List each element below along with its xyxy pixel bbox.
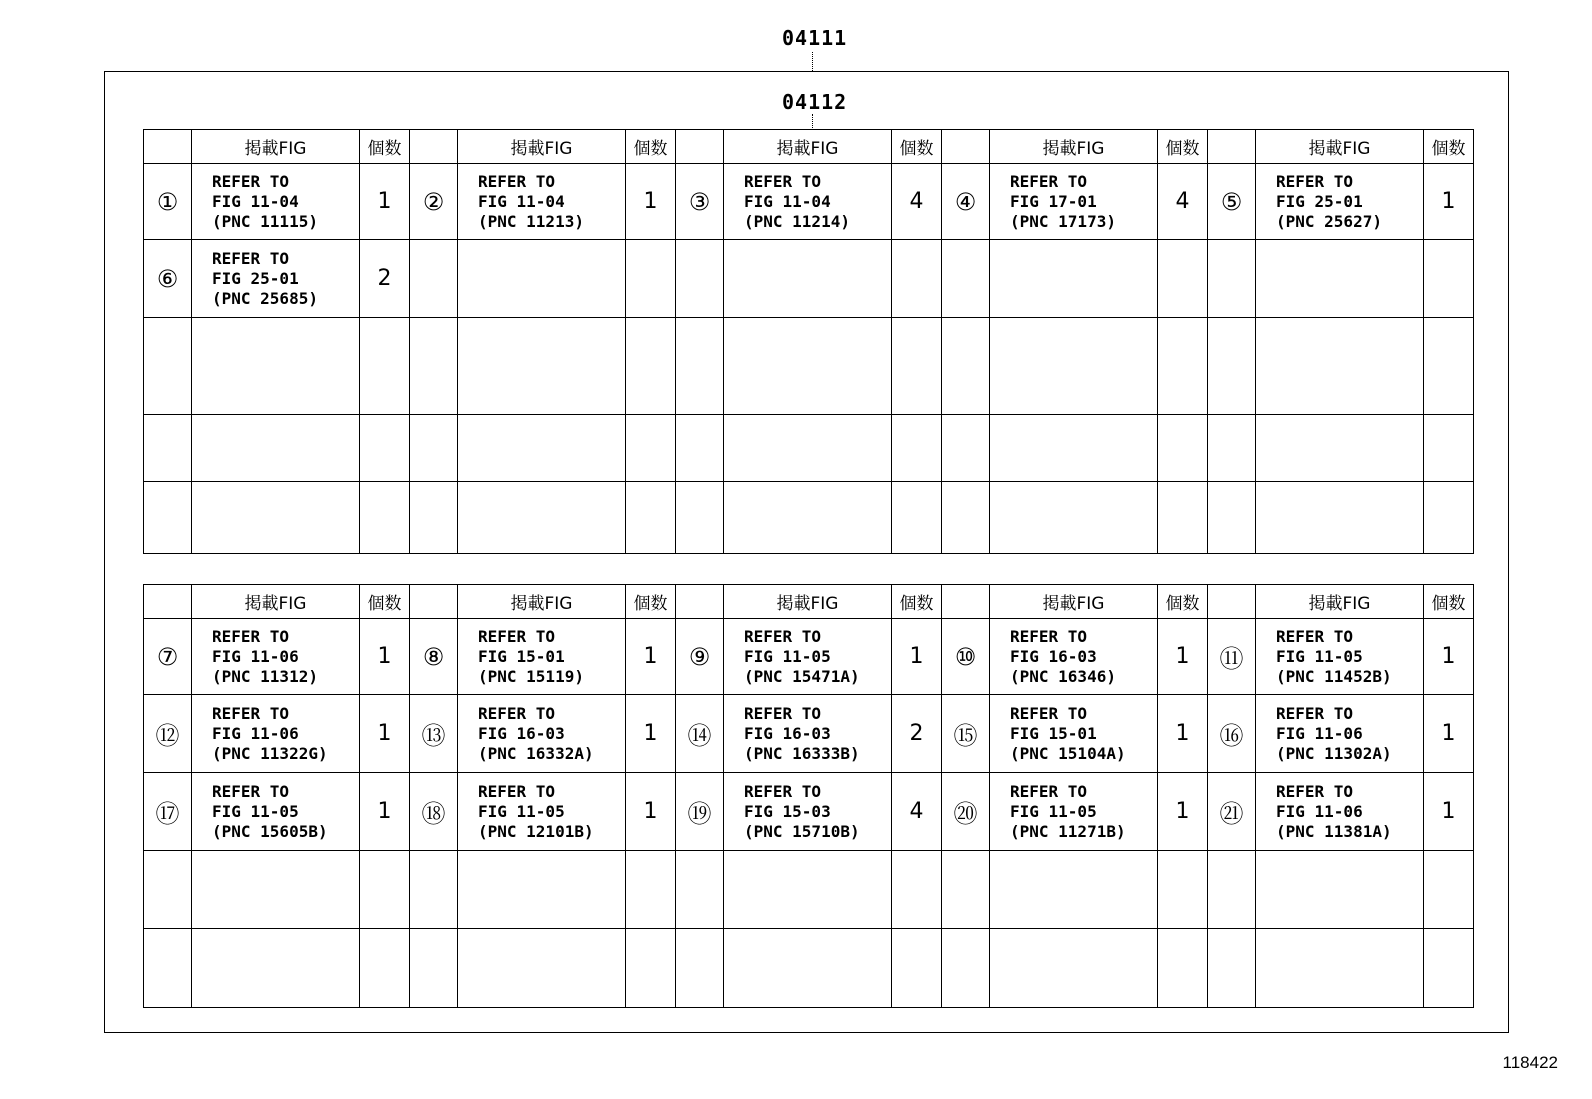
item-quantity [892,415,942,482]
item-quantity [1424,929,1474,1008]
item-quantity: 1 [360,695,410,773]
item-quantity [1158,318,1208,415]
reference-line: FIG 16-03 [1010,646,1097,666]
item-number [942,851,990,929]
item-quantity: 1 [626,619,676,695]
figure-reference [192,773,360,851]
item-quantity: 1 [1158,773,1208,851]
item-number: ⑳ [942,773,990,851]
item-quantity: 1 [626,164,676,240]
table-header-row [144,130,1474,164]
figure-reference [458,240,626,318]
reference-line: (PNC 15710B) [744,821,860,841]
figure-reference [990,929,1158,1008]
table-row [144,619,1474,695]
item-quantity [626,415,676,482]
reference-line: FIG 11-05 [478,801,565,821]
reference-line: (PNC 25685) [212,288,318,308]
figure-reference [724,164,892,240]
figure-reference [192,929,360,1008]
figure-reference [724,619,892,695]
item-number [144,415,192,482]
figure-reference [990,773,1158,851]
header-qty-cell: 個数 [1158,130,1208,164]
item-quantity: 4 [1158,164,1208,240]
reference-line: REFER TO [744,171,822,191]
figure-reference [192,851,360,929]
item-quantity [360,482,410,554]
figure-reference [1256,619,1424,695]
figure-reference [458,482,626,554]
outer-assembly-label: 04111 [782,26,848,50]
table-row [144,695,1474,773]
header-no-cell [410,130,458,164]
item-quantity: 2 [360,240,410,318]
reference-line: REFER TO [478,703,556,723]
reference-line: FIG 11-06 [212,646,299,666]
item-quantity [360,929,410,1008]
header-fig-cell: 掲載FIG [724,130,892,164]
header-no-cell [942,130,990,164]
item-number: ⑨ [676,619,724,695]
reference-line: REFER TO [744,703,822,723]
reference-line: FIG 11-05 [1276,646,1363,666]
item-quantity: 1 [1424,619,1474,695]
reference-line: REFER TO [478,781,556,801]
figure-reference [192,482,360,554]
header-qty-cell: 個数 [626,130,676,164]
item-number: ⑥ [144,240,192,318]
item-number [1208,929,1256,1008]
header-no-cell [144,130,192,164]
reference-line: REFER TO [744,626,822,646]
figure-reference [724,415,892,482]
item-quantity [1424,318,1474,415]
figure-reference [990,695,1158,773]
item-number: ⑩ [942,619,990,695]
item-number: ① [144,164,192,240]
item-number [676,482,724,554]
item-number: ⑮ [942,695,990,773]
table-row [144,851,1474,929]
figure-reference [1256,929,1424,1008]
item-number [410,415,458,482]
item-quantity [626,929,676,1008]
reference-line: REFER TO [1010,781,1088,801]
figure-reference [724,695,892,773]
header-fig-cell: 掲載FIG [1256,130,1424,164]
figure-reference [1256,482,1424,554]
table-row [144,415,1474,482]
item-quantity [892,240,942,318]
reference-line: REFER TO [212,781,290,801]
item-number [410,240,458,318]
figure-reference [192,415,360,482]
item-quantity: 1 [1424,695,1474,773]
item-quantity [1158,929,1208,1008]
item-quantity [1424,415,1474,482]
reference-line: FIG 11-04 [478,191,565,211]
header-qty-cell: 個数 [360,585,410,619]
item-number [1208,482,1256,554]
reference-line: (PNC 17173) [1010,211,1116,231]
reference-line: FIG 11-04 [744,191,831,211]
reference-line: REFER TO [1010,626,1088,646]
item-number [942,318,990,415]
reference-line: REFER TO [1276,703,1354,723]
reference-line: REFER TO [1276,626,1354,646]
header-no-cell [676,585,724,619]
figure-reference [724,482,892,554]
figure-reference [192,695,360,773]
figure-reference [1256,164,1424,240]
parts-table-lower [143,584,1474,1008]
item-number: ⑯ [1208,695,1256,773]
item-quantity: 4 [892,773,942,851]
reference-line: FIG 11-04 [212,191,299,211]
reference-line: FIG 11-06 [1276,723,1363,743]
item-quantity [1424,240,1474,318]
reference-line: (PNC 11115) [212,211,318,231]
reference-line: REFER TO [1276,781,1354,801]
figure-reference [458,619,626,695]
header-no-cell [942,585,990,619]
item-quantity: 1 [1424,773,1474,851]
header-no-cell [144,585,192,619]
header-qty-cell: 個数 [892,130,942,164]
reference-line: REFER TO [212,171,290,191]
table-row [144,482,1474,554]
item-number [410,318,458,415]
item-number [144,851,192,929]
item-number [410,851,458,929]
figure-reference [1256,415,1424,482]
item-number: ④ [942,164,990,240]
header-no-cell [676,130,724,164]
item-number: ⑪ [1208,619,1256,695]
table-row [144,773,1474,851]
header-fig-cell: 掲載FIG [458,585,626,619]
item-quantity [1158,415,1208,482]
item-number [676,240,724,318]
reference-line: (PNC 11214) [744,211,850,231]
reference-line: FIG 11-05 [212,801,299,821]
item-quantity: 1 [1424,164,1474,240]
figure-reference [990,482,1158,554]
item-quantity: 1 [1158,695,1208,773]
item-number [676,851,724,929]
parts-table-upper [143,129,1474,554]
item-number [942,415,990,482]
figure-reference [192,619,360,695]
item-number: ⑲ [676,773,724,851]
item-quantity [360,851,410,929]
reference-line: FIG 16-03 [744,723,831,743]
item-quantity [1424,482,1474,554]
figure-reference [458,773,626,851]
item-quantity: 1 [360,619,410,695]
figure-reference [458,164,626,240]
header-qty-cell: 個数 [1424,130,1474,164]
reference-line: (PNC 11302A) [1276,743,1392,763]
header-qty-cell: 個数 [892,585,942,619]
item-quantity [892,851,942,929]
item-quantity [1424,851,1474,929]
reference-line: REFER TO [212,626,290,646]
item-quantity [892,482,942,554]
figure-reference [458,929,626,1008]
reference-line: (PNC 15104A) [1010,743,1126,763]
reference-line: (PNC 11322G) [212,743,328,763]
item-number [410,929,458,1008]
reference-line: REFER TO [212,703,290,723]
reference-line: FIG 11-05 [1010,801,1097,821]
inner-assembly-label: 04112 [782,90,848,114]
item-number: ⑤ [1208,164,1256,240]
item-number: ⑫ [144,695,192,773]
reference-line: (PNC 11452B) [1276,666,1392,686]
reference-line: (PNC 11213) [478,211,584,231]
reference-line: (PNC 12101B) [478,821,594,841]
header-qty-cell: 個数 [626,585,676,619]
figure-reference [990,415,1158,482]
item-number [942,929,990,1008]
item-quantity [626,240,676,318]
item-number [676,929,724,1008]
figure-reference [458,851,626,929]
figure-reference [1256,318,1424,415]
reference-line: (PNC 11381A) [1276,821,1392,841]
item-number: ⑬ [410,695,458,773]
inner-leader-line [812,114,813,130]
table-header-row [144,585,1474,619]
figure-reference [724,240,892,318]
item-quantity [360,318,410,415]
item-quantity: 1 [360,773,410,851]
figure-reference [724,318,892,415]
figure-reference [990,318,1158,415]
header-qty-cell: 個数 [1158,585,1208,619]
reference-line: FIG 17-01 [1010,191,1097,211]
header-qty-cell: 個数 [1424,585,1474,619]
item-number: ⑦ [144,619,192,695]
reference-line: FIG 15-01 [478,646,565,666]
table-row [144,929,1474,1008]
item-number [942,482,990,554]
reference-line: REFER TO [212,248,290,268]
reference-line: FIG 25-01 [212,268,299,288]
item-number [144,482,192,554]
header-no-cell [1208,585,1256,619]
reference-line: (PNC 11312) [212,666,318,686]
table-row [144,240,1474,318]
figure-reference [192,318,360,415]
reference-line: (PNC 11271B) [1010,821,1126,841]
item-number [144,929,192,1008]
reference-line: FIG 15-03 [744,801,831,821]
item-number [1208,240,1256,318]
figure-reference [1256,240,1424,318]
header-no-cell [410,585,458,619]
reference-line: (PNC 16332A) [478,743,594,763]
header-qty-cell: 個数 [360,130,410,164]
reference-line: REFER TO [478,626,556,646]
table-row [144,318,1474,415]
figure-reference [724,773,892,851]
reference-line: REFER TO [744,781,822,801]
header-fig-cell: 掲載FIG [724,585,892,619]
figure-reference [990,240,1158,318]
reference-line: FIG 11-06 [212,723,299,743]
item-quantity [1158,851,1208,929]
item-number [1208,851,1256,929]
figure-reference [458,415,626,482]
reference-line: REFER TO [1276,171,1354,191]
figure-reference [192,164,360,240]
item-number [676,318,724,415]
reference-line: (PNC 25627) [1276,211,1382,231]
item-number: ⑰ [144,773,192,851]
reference-line: FIG 16-03 [478,723,565,743]
item-quantity [626,851,676,929]
reference-line: FIG 15-01 [1010,723,1097,743]
header-fig-cell: 掲載FIG [990,585,1158,619]
item-number: ⑭ [676,695,724,773]
figure-reference [1256,851,1424,929]
item-quantity: 1 [1158,619,1208,695]
item-quantity: 2 [892,695,942,773]
item-quantity [1158,482,1208,554]
item-number [1208,415,1256,482]
reference-line: REFER TO [1010,703,1088,723]
item-quantity [892,929,942,1008]
item-number [410,482,458,554]
item-number [942,240,990,318]
reference-line: (PNC 16333B) [744,743,860,763]
item-number: ⑱ [410,773,458,851]
outer-leader-line [812,52,813,71]
item-number: ㉑ [1208,773,1256,851]
item-quantity [626,318,676,415]
header-fig-cell: 掲載FIG [458,130,626,164]
item-quantity: 4 [892,164,942,240]
item-number: ② [410,164,458,240]
reference-line: (PNC 15119) [478,666,584,686]
item-quantity [626,482,676,554]
figure-reference [458,695,626,773]
header-no-cell [1208,130,1256,164]
reference-line: FIG 11-06 [1276,801,1363,821]
item-number [1208,318,1256,415]
item-number: ③ [676,164,724,240]
figure-reference [990,851,1158,929]
item-quantity: 1 [626,773,676,851]
reference-line: FIG 25-01 [1276,191,1363,211]
reference-line: REFER TO [1010,171,1088,191]
figure-reference [192,240,360,318]
figure-reference [1256,773,1424,851]
figure-reference [990,164,1158,240]
header-fig-cell: 掲載FIG [192,130,360,164]
reference-line: (PNC 15605B) [212,821,328,841]
figure-reference [458,318,626,415]
figure-reference [1256,695,1424,773]
table-row [144,164,1474,240]
drawing-id: 118422 [1502,1053,1558,1072]
item-number [676,415,724,482]
item-number [144,318,192,415]
reference-line: REFER TO [478,171,556,191]
header-fig-cell: 掲載FIG [1256,585,1424,619]
reference-line: FIG 11-05 [744,646,831,666]
item-quantity [892,318,942,415]
header-fig-cell: 掲載FIG [192,585,360,619]
reference-line: (PNC 15471A) [744,666,860,686]
header-fig-cell: 掲載FIG [990,130,1158,164]
item-quantity [1158,240,1208,318]
item-number: ⑧ [410,619,458,695]
item-quantity: 1 [626,695,676,773]
figure-reference [724,851,892,929]
figure-reference [724,929,892,1008]
item-quantity: 1 [892,619,942,695]
figure-reference [990,619,1158,695]
item-quantity [360,415,410,482]
item-quantity: 1 [360,164,410,240]
reference-line: (PNC 16346) [1010,666,1116,686]
